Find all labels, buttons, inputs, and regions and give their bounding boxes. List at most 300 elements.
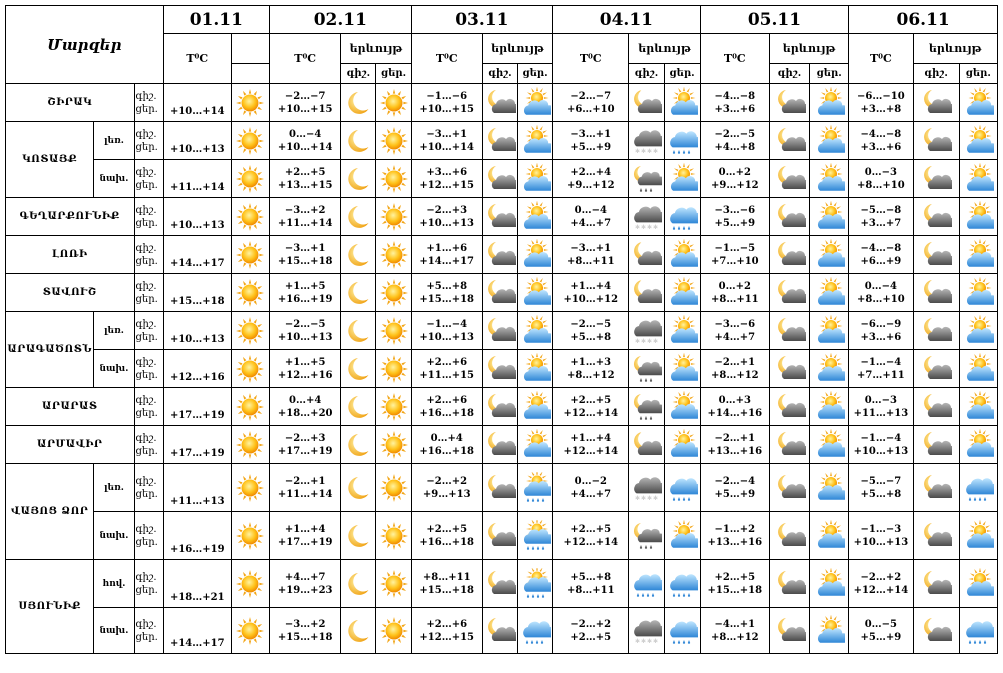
weather-label-empty xyxy=(231,34,269,64)
moon-cloud-icon xyxy=(769,198,809,236)
sun-cloud-icon xyxy=(959,84,997,122)
date-header-4: 04.11 xyxy=(553,6,701,34)
svg-text:✱: ✱ xyxy=(641,637,647,645)
moon-cloud-icon xyxy=(769,464,809,512)
svg-text:✱: ✱ xyxy=(653,223,659,231)
temperature-cell: −3…−6 +4…+7 xyxy=(700,312,769,350)
date-header-3: 03.11 xyxy=(411,6,553,34)
zone-name: նախ. xyxy=(94,160,134,198)
temperature-cell: −4…−8 +3…+6 xyxy=(700,84,769,122)
svg-text:✱: ✱ xyxy=(641,223,647,231)
temp-label: T⁰C xyxy=(163,34,231,84)
sun-icon xyxy=(376,608,411,654)
sun-cloud-icon xyxy=(517,312,552,350)
temp-label: T⁰C xyxy=(849,34,913,84)
temperature-cell: +10…+13 xyxy=(163,122,231,160)
temperature-cell: +2…+5 +16…+18 xyxy=(411,512,482,560)
table-row xyxy=(6,274,998,312)
moon-icon xyxy=(341,198,376,236)
forecast-table-container xyxy=(5,5,998,667)
date-header-5: 05.11 xyxy=(700,6,849,34)
sun-icon xyxy=(231,122,269,160)
temperature-cell: +12…+16 xyxy=(163,350,231,388)
moon-cloud-icon xyxy=(482,560,517,608)
temperature-cell: +2…+5 +12…+14 xyxy=(553,512,629,560)
night-day-label: գիշ. ցեր. xyxy=(134,350,163,388)
snow-cloud-icon xyxy=(629,608,664,654)
temperature-cell: −4…+1 +8…+12 xyxy=(700,608,769,654)
temperature-cell: +2…+6 +11…+15 xyxy=(411,350,482,388)
rain-cloud-icon xyxy=(664,464,700,512)
sun-icon xyxy=(376,464,411,512)
region-name: ԱՐՄԱՎԻՐ xyxy=(6,426,135,464)
moon-cloud-icon xyxy=(482,198,517,236)
temperature-cell: +1…+5 +16…+19 xyxy=(270,274,341,312)
night-label: գիշ. xyxy=(482,64,517,84)
moon-cloud-icon xyxy=(629,274,664,312)
zone-name: լեռ. xyxy=(94,312,134,350)
moon-icon xyxy=(341,84,376,122)
temperature-cell: −2…−7 +10…+15 xyxy=(270,84,341,122)
sun-icon xyxy=(376,560,411,608)
temp-label: T⁰C xyxy=(700,34,769,84)
temperature-cell: 0…+4 +18…+20 xyxy=(270,388,341,426)
moon-cloud-icon xyxy=(482,512,517,560)
temperature-cell: −2…−7 +6…+10 xyxy=(553,84,629,122)
temperature-cell: −1…−6 +10…+15 xyxy=(411,84,482,122)
temperature-cell: −2…+2 +2…+5 xyxy=(553,608,629,654)
temperature-cell: −3…+2 +15…+18 xyxy=(270,608,341,654)
svg-text:✱: ✱ xyxy=(641,147,647,155)
temperature-cell: +10…+14 xyxy=(163,84,231,122)
moon-cloud-icon xyxy=(482,426,517,464)
sun-cloud-icon xyxy=(664,512,700,560)
sun-icon xyxy=(231,274,269,312)
moon-cloud-icon xyxy=(482,274,517,312)
temperature-cell: −3…+1 +10…+14 xyxy=(411,122,482,160)
moon-icon xyxy=(341,160,376,198)
sun-icon xyxy=(376,122,411,160)
moon-cloud-icon xyxy=(482,122,517,160)
moon-cloud-icon xyxy=(913,350,959,388)
moon-cloud-icon xyxy=(769,84,809,122)
temperature-cell: −2…+2 +9…+13 xyxy=(411,464,482,512)
temperature-cell: −1…−5 +7…+10 xyxy=(700,236,769,274)
svg-text:✱: ✱ xyxy=(647,223,653,231)
temperature-cell: −4…−8 +6…+9 xyxy=(849,236,913,274)
rain-cloud-icon xyxy=(664,198,700,236)
night-day-label: գիշ. ցեր. xyxy=(134,608,163,654)
temperature-cell: +8…+11 +15…+18 xyxy=(411,560,482,608)
temperature-cell: +3…+6 +12…+15 xyxy=(411,160,482,198)
temperature-cell: −2…−5 +10…+13 xyxy=(270,312,341,350)
temperature-cell: +11…+13 xyxy=(163,464,231,512)
sun-rain-icon xyxy=(517,560,552,608)
moon-rain-icon xyxy=(629,160,664,198)
sun-cloud-icon xyxy=(810,560,849,608)
svg-text:✱: ✱ xyxy=(635,147,641,155)
moon-icon xyxy=(341,122,376,160)
snow-cloud-icon xyxy=(629,198,664,236)
temperature-cell: −2…+3 +10…+13 xyxy=(411,198,482,236)
temperature-cell: 0…+4 +16…+18 xyxy=(411,426,482,464)
moon-cloud-icon xyxy=(913,464,959,512)
svg-text:✱: ✱ xyxy=(635,337,641,345)
zone-name: նախ. xyxy=(94,512,134,560)
forecast-table xyxy=(5,5,998,654)
temperature-cell: +4…+7 +19…+23 xyxy=(270,560,341,608)
sun-cloud-icon xyxy=(517,198,552,236)
moon-cloud-icon xyxy=(482,608,517,654)
sun-cloud-icon xyxy=(664,388,700,426)
sun-cloud-icon xyxy=(664,312,700,350)
regions-header: Մարզեր xyxy=(6,6,164,84)
sun-icon xyxy=(231,160,269,198)
moon-icon xyxy=(341,512,376,560)
moon-cloud-icon xyxy=(913,560,959,608)
weather-label: երևույթ xyxy=(769,34,848,64)
sun-cloud-icon xyxy=(810,350,849,388)
sun-cloud-icon xyxy=(810,84,849,122)
temperature-cell: −3…−6 +5…+9 xyxy=(700,198,769,236)
temperature-cell: −2…−5 +5…+8 xyxy=(553,312,629,350)
sun-cloud-icon xyxy=(810,236,849,274)
sun-icon xyxy=(231,198,269,236)
sun-icon xyxy=(231,512,269,560)
moon-icon xyxy=(341,236,376,274)
temperature-cell: +14…+17 xyxy=(163,608,231,654)
moon-cloud-icon xyxy=(629,84,664,122)
moon-cloud-icon xyxy=(769,426,809,464)
temperature-cell: +5…+8 +15…+18 xyxy=(411,274,482,312)
zone-name: լեռ. xyxy=(94,122,134,160)
sun-cloud-icon xyxy=(517,350,552,388)
sun-cloud-icon xyxy=(664,274,700,312)
moon-cloud-icon xyxy=(913,84,959,122)
sun-cloud-icon xyxy=(810,512,849,560)
temp-label: T⁰C xyxy=(553,34,629,84)
sun-icon xyxy=(231,608,269,654)
sun-cloud-icon xyxy=(959,560,997,608)
sun-cloud-icon xyxy=(810,160,849,198)
sun-cloud-icon xyxy=(517,160,552,198)
temperature-cell: +18…+21 xyxy=(163,560,231,608)
night-day-label: գիշ. ցեր. xyxy=(134,198,163,236)
night-day-label: գիշ. ցեր. xyxy=(134,388,163,426)
sun-cloud-icon xyxy=(664,426,700,464)
temperature-cell: +10…+13 xyxy=(163,198,231,236)
sun-cloud-icon xyxy=(517,84,552,122)
sun-icon xyxy=(231,236,269,274)
rain-cloud-icon xyxy=(959,464,997,512)
moon-rain-icon xyxy=(629,350,664,388)
day-label: ցեր. xyxy=(664,64,700,84)
moon-cloud-icon xyxy=(769,122,809,160)
moon-cloud-icon xyxy=(913,388,959,426)
sun-icon xyxy=(376,512,411,560)
region-name: ԿՈՏԱՅՔ xyxy=(6,122,94,198)
table-row xyxy=(6,160,998,198)
blank-subheader xyxy=(231,64,269,84)
svg-text:✱: ✱ xyxy=(653,337,659,345)
sun-icon xyxy=(231,560,269,608)
table-row xyxy=(6,426,998,464)
sun-icon xyxy=(231,388,269,426)
sun-icon xyxy=(376,388,411,426)
night-day-label: գիշ. ցեր. xyxy=(134,464,163,512)
weather-label: երևույթ xyxy=(341,34,411,64)
temperature-cell: −2…−4 +5…+9 xyxy=(700,464,769,512)
svg-text:✱: ✱ xyxy=(635,223,641,231)
rain-cloud-icon xyxy=(664,560,700,608)
sun-cloud-icon xyxy=(517,426,552,464)
temperature-cell: −1…−4 +7…+11 xyxy=(849,350,913,388)
night-day-label: գիշ. ցեր. xyxy=(134,160,163,198)
sun-cloud-icon xyxy=(810,198,849,236)
moon-icon xyxy=(341,560,376,608)
svg-text:✱: ✱ xyxy=(653,637,659,645)
zone-name: լեռ. xyxy=(94,464,134,512)
svg-text:✱: ✱ xyxy=(647,494,653,502)
moon-icon xyxy=(341,274,376,312)
sun-cloud-icon xyxy=(664,160,700,198)
temperature-cell: +2…+6 +12…+15 xyxy=(411,608,482,654)
temperature-cell: +11…+14 xyxy=(163,160,231,198)
moon-icon xyxy=(341,388,376,426)
region-name: ՏԱՎՈՒՇ xyxy=(6,274,135,312)
sun-icon xyxy=(231,464,269,512)
svg-text:✱: ✱ xyxy=(653,147,659,155)
table-row xyxy=(6,350,998,388)
temperature-cell: 0…−4 +10…+14 xyxy=(270,122,341,160)
sun-icon xyxy=(376,198,411,236)
sun-icon xyxy=(231,350,269,388)
sun-cloud-icon xyxy=(810,312,849,350)
temperature-cell: +17…+19 xyxy=(163,426,231,464)
temperature-cell: +10…+13 xyxy=(163,312,231,350)
svg-text:✱: ✱ xyxy=(635,637,641,645)
temperature-cell: −2…+1 +8…+12 xyxy=(700,350,769,388)
weather-label: երևույթ xyxy=(482,34,552,64)
table-row xyxy=(6,122,998,160)
temperature-cell: −1…−4 +10…+13 xyxy=(411,312,482,350)
table-row xyxy=(6,84,998,122)
sun-cloud-icon xyxy=(664,236,700,274)
rain-cloud-icon xyxy=(664,608,700,654)
region-name: ԱՐԱԳԱԾՈՏՆ xyxy=(6,312,94,388)
sun-cloud-icon xyxy=(517,122,552,160)
sun-cloud-icon xyxy=(810,122,849,160)
temperature-cell: +2…+4 +9…+12 xyxy=(553,160,629,198)
table-row xyxy=(6,198,998,236)
temperature-cell: +1…+6 +14…+17 xyxy=(411,236,482,274)
night-label: գիշ. xyxy=(341,64,376,84)
moon-cloud-icon xyxy=(769,388,809,426)
sun-icon xyxy=(376,350,411,388)
sun-icon xyxy=(376,84,411,122)
day-label: ցեր. xyxy=(810,64,849,84)
temperature-cell: 0…−2 +4…+7 xyxy=(553,464,629,512)
moon-rain-icon xyxy=(629,512,664,560)
moon-cloud-icon xyxy=(629,426,664,464)
region-name: ՎԱՅՈՑ ՁՈՐ xyxy=(6,464,94,560)
table-row xyxy=(6,464,998,512)
rain-cloud-icon xyxy=(517,608,552,654)
table-row xyxy=(6,560,998,608)
temperature-cell: 0…−3 +8…+10 xyxy=(849,160,913,198)
moon-cloud-icon xyxy=(913,160,959,198)
temperature-cell: +5…+8 +8…+11 xyxy=(553,560,629,608)
sun-rain-icon xyxy=(517,512,552,560)
moon-cloud-icon xyxy=(482,312,517,350)
table-header xyxy=(6,6,998,84)
temperature-cell: 0…−5 +5…+9 xyxy=(849,608,913,654)
snow-cloud-icon xyxy=(629,122,664,160)
moon-cloud-icon xyxy=(913,198,959,236)
temperature-cell: −2…+2 +12…+14 xyxy=(849,560,913,608)
day-label: ցեր. xyxy=(959,64,997,84)
temperature-cell: −5…−8 +3…+7 xyxy=(849,198,913,236)
sun-cloud-icon xyxy=(959,388,997,426)
date-header-6: 06.11 xyxy=(849,6,998,34)
sun-cloud-icon xyxy=(517,388,552,426)
temperature-cell: +1…+3 +8…+12 xyxy=(553,350,629,388)
sun-cloud-icon xyxy=(959,160,997,198)
night-label: գիշ. xyxy=(769,64,809,84)
sun-cloud-icon xyxy=(517,274,552,312)
temperature-cell: +2…+6 +16…+18 xyxy=(411,388,482,426)
region-name: ՍՅՈՒՆԻՔ xyxy=(6,560,94,654)
temperature-cell: −1…−4 +10…+13 xyxy=(849,426,913,464)
weather-label: երևույթ xyxy=(629,34,700,64)
sun-cloud-icon xyxy=(959,426,997,464)
zone-name: նախ. xyxy=(94,608,134,654)
temperature-cell: +15…+18 xyxy=(163,274,231,312)
table-row xyxy=(6,512,998,560)
night-day-label: գիշ. ցեր. xyxy=(134,236,163,274)
svg-text:✱: ✱ xyxy=(635,494,641,502)
temperature-cell: −4…−8 +3…+6 xyxy=(849,122,913,160)
temperature-cell: −2…+3 +17…+19 xyxy=(270,426,341,464)
temperature-cell: −3…+1 +15…+18 xyxy=(270,236,341,274)
night-day-label: գիշ. ցեր. xyxy=(134,426,163,464)
svg-text:✱: ✱ xyxy=(641,494,647,502)
moon-cloud-icon xyxy=(913,312,959,350)
zone-name: հով. xyxy=(94,560,134,608)
night-day-label: գիշ. ցեր. xyxy=(134,84,163,122)
rain-cloud-icon xyxy=(629,560,664,608)
date-header-1: 01.11 xyxy=(163,6,269,34)
svg-text:✱: ✱ xyxy=(647,637,653,645)
temperature-cell: −2…+1 +11…+14 xyxy=(270,464,341,512)
moon-cloud-icon xyxy=(913,512,959,560)
temperature-cell: −1…−3 +10…+13 xyxy=(849,512,913,560)
temperature-cell: 0…+3 +14…+16 xyxy=(700,388,769,426)
temperature-cell: −6…−10 +3…+8 xyxy=(849,84,913,122)
svg-text:✱: ✱ xyxy=(647,337,653,345)
region-name: ԱՐԱՐԱՏ xyxy=(6,388,135,426)
day-label: ցեր. xyxy=(517,64,552,84)
svg-text:✱: ✱ xyxy=(641,337,647,345)
weather-label: երևույթ xyxy=(913,34,998,64)
sun-cloud-icon xyxy=(959,512,997,560)
night-day-label: գիշ. ցեր. xyxy=(134,122,163,160)
moon-cloud-icon xyxy=(769,312,809,350)
temperature-cell: +14…+17 xyxy=(163,236,231,274)
zone-name: նախ. xyxy=(94,350,134,388)
moon-cloud-icon xyxy=(769,236,809,274)
day-label: ցեր. xyxy=(376,64,411,84)
moon-icon xyxy=(341,608,376,654)
night-day-label: գիշ. ցեր. xyxy=(134,560,163,608)
table-row xyxy=(6,608,998,654)
sun-cloud-icon xyxy=(959,122,997,160)
region-name: ԳԵՂԱՐՔՈՒՆԻՔ xyxy=(6,198,135,236)
temperature-cell: +16…+19 xyxy=(163,512,231,560)
temperature-cell: 0…+2 +9…+12 xyxy=(700,160,769,198)
sun-cloud-icon xyxy=(959,312,997,350)
moon-icon xyxy=(341,464,376,512)
sun-icon xyxy=(376,312,411,350)
night-label: գիշ. xyxy=(629,64,664,84)
date-header-2: 02.11 xyxy=(270,6,412,34)
table-body xyxy=(6,84,998,654)
sun-icon xyxy=(231,312,269,350)
moon-cloud-icon xyxy=(482,84,517,122)
sun-icon xyxy=(231,84,269,122)
moon-icon xyxy=(341,312,376,350)
sun-cloud-icon xyxy=(810,464,849,512)
moon-cloud-icon xyxy=(913,608,959,654)
night-day-label: գիշ. ցեր. xyxy=(134,312,163,350)
temperature-cell: −3…+2 +11…+14 xyxy=(270,198,341,236)
moon-cloud-icon xyxy=(482,236,517,274)
sun-cloud-icon xyxy=(810,608,849,654)
temperature-cell: +1…+4 +12…+14 xyxy=(553,426,629,464)
temperature-cell: 0…−4 +4…+7 xyxy=(553,198,629,236)
table-row xyxy=(6,236,998,274)
table-row xyxy=(6,388,998,426)
moon-cloud-icon xyxy=(769,560,809,608)
night-day-label: գիշ. ցեր. xyxy=(134,512,163,560)
moon-cloud-icon xyxy=(769,274,809,312)
temperature-cell: −6…−9 +3…+6 xyxy=(849,312,913,350)
sun-cloud-icon xyxy=(810,274,849,312)
snow-cloud-icon xyxy=(629,312,664,350)
moon-cloud-icon xyxy=(482,160,517,198)
sun-cloud-icon xyxy=(959,274,997,312)
temperature-cell: 0…−4 +8…+10 xyxy=(849,274,913,312)
region-name: ՇԻՐԱԿ xyxy=(6,84,135,122)
moon-cloud-icon xyxy=(769,160,809,198)
sun-cloud-icon xyxy=(810,388,849,426)
sun-icon xyxy=(376,426,411,464)
temperature-cell: +2…+5 +12…+14 xyxy=(553,388,629,426)
moon-icon xyxy=(341,426,376,464)
sun-icon xyxy=(376,236,411,274)
region-name: ԼՈՌԻ xyxy=(6,236,135,274)
temperature-cell: +2…+5 +13…+15 xyxy=(270,160,341,198)
temperature-cell: +1…+4 +10…+12 xyxy=(553,274,629,312)
moon-cloud-icon xyxy=(913,274,959,312)
moon-cloud-icon xyxy=(629,236,664,274)
temperature-cell: −3…+1 +5…+9 xyxy=(553,122,629,160)
temperature-cell: −3…+1 +8…+11 xyxy=(553,236,629,274)
moon-rain-icon xyxy=(629,388,664,426)
sun-rain-icon xyxy=(517,464,552,512)
sun-cloud-icon xyxy=(959,198,997,236)
sun-cloud-icon xyxy=(664,84,700,122)
